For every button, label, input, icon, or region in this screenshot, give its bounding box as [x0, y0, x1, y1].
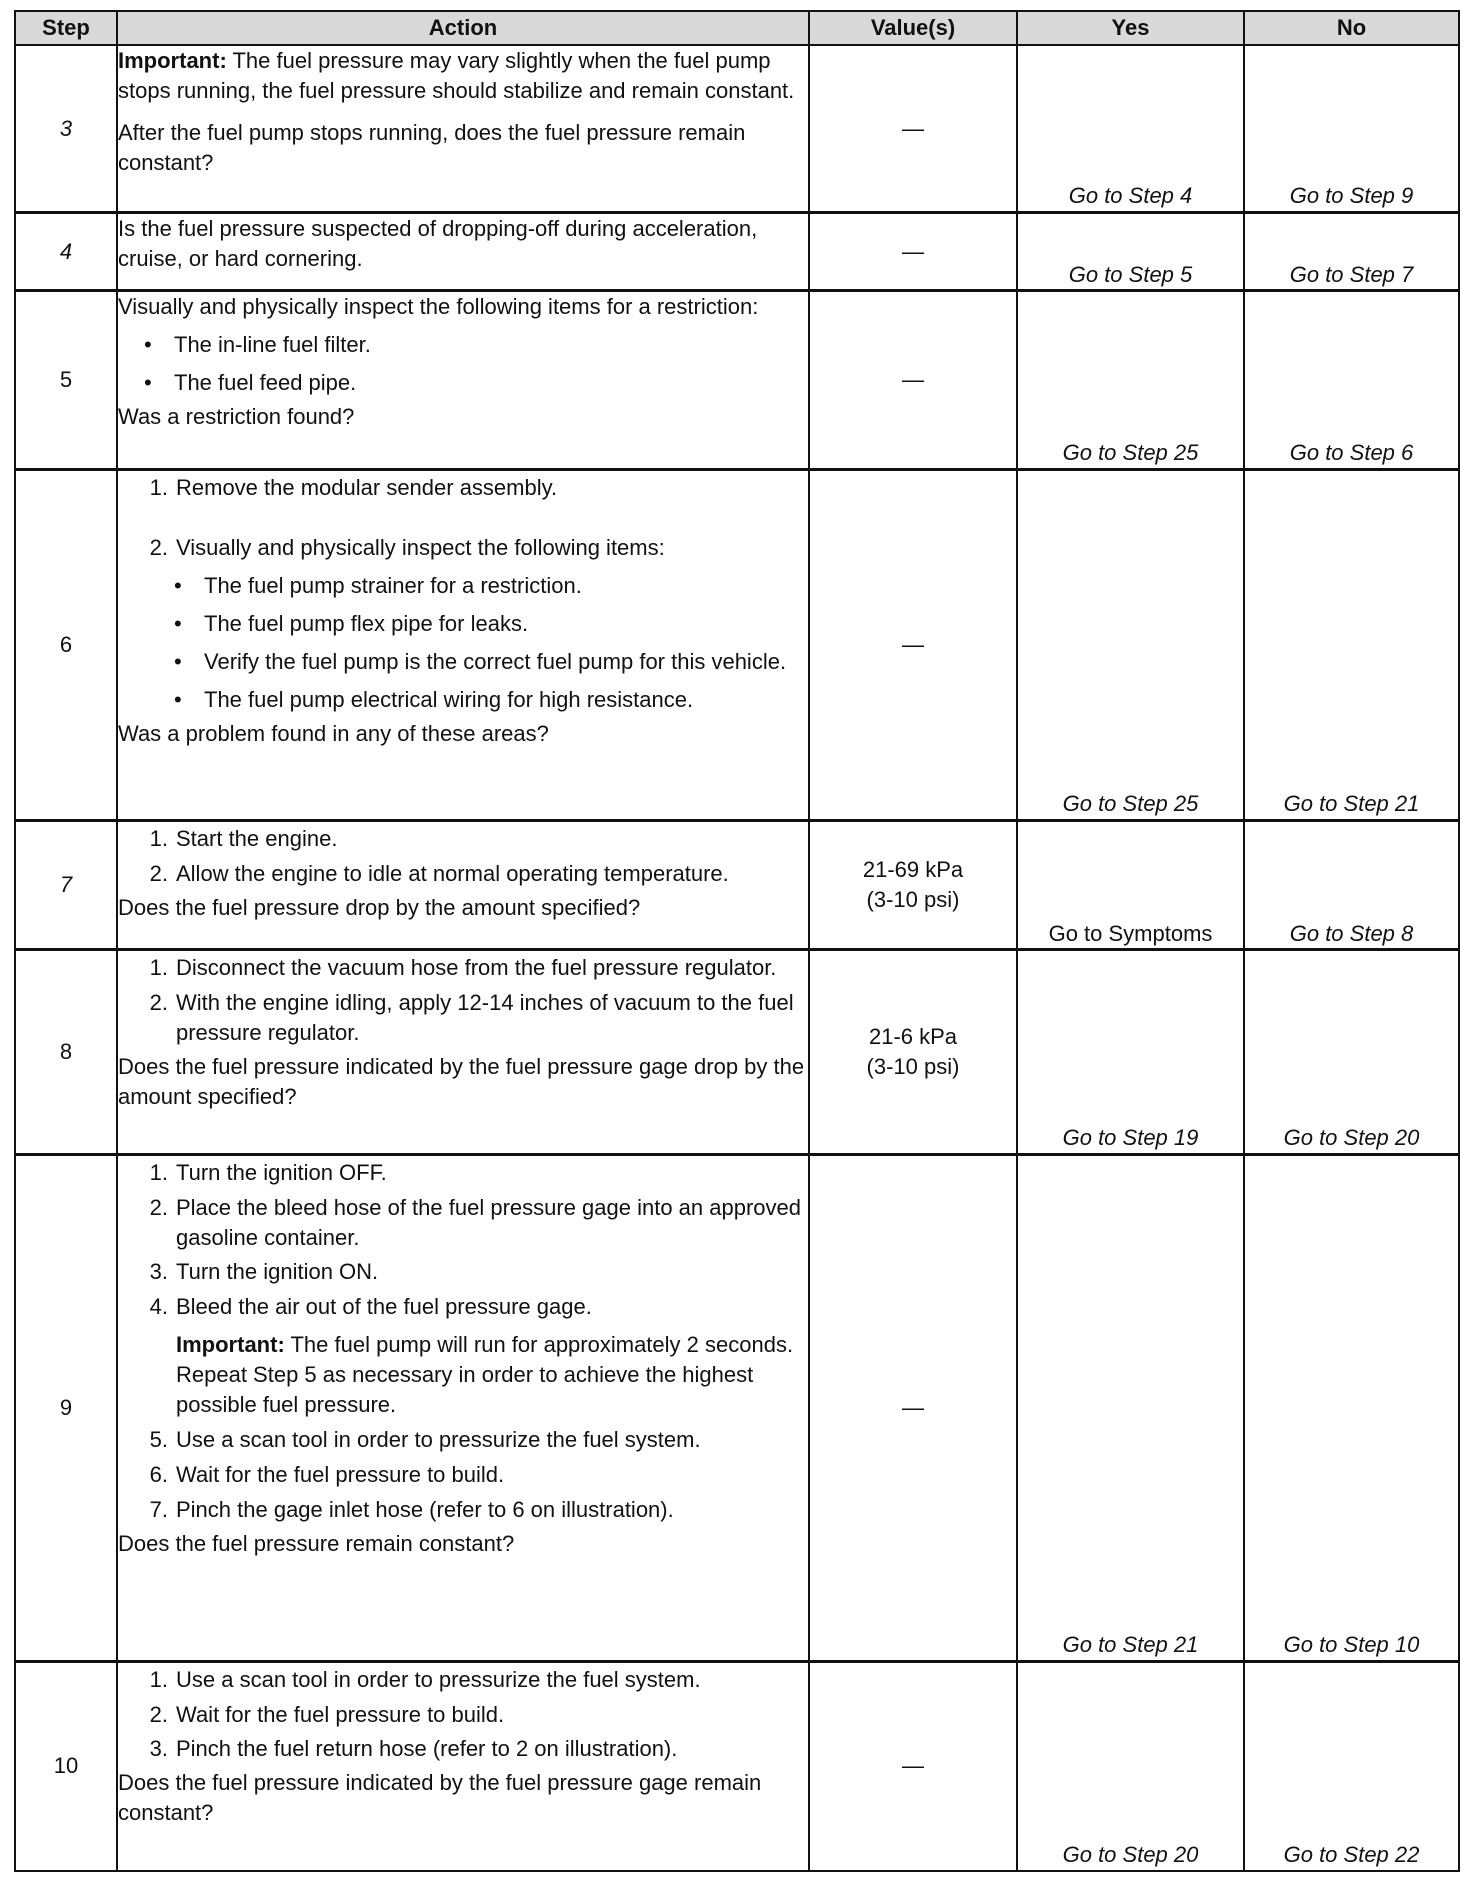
- value-cell: [809, 950, 1017, 1154]
- numbered-step-text: Pinch the gage inlet hose (refer to 6 on illustration).: [176, 1496, 674, 1522]
- value-cell: —: [809, 1154, 1017, 1661]
- numbered-step-text: Turn the ignition OFF.: [176, 1159, 387, 1185]
- action-cell: [117, 45, 809, 213]
- important-note: [118, 1330, 808, 1420]
- yes-cell: Go to Step 4: [1017, 45, 1244, 213]
- yes-cell: Go to Step 21: [1017, 1154, 1244, 1661]
- question-text: Does the fuel pressure indicated by the fuel pressure gage remain constant?: [118, 1770, 762, 1826]
- step-number: 9: [15, 1154, 117, 1661]
- yes-cell: Go to Step 25: [1017, 291, 1244, 469]
- question-text: Was a restriction found?: [118, 404, 355, 430]
- numbered-step-text: Pinch the fuel return hose (refer to 2 on illustration).: [176, 1736, 678, 1762]
- value-kpa: 21-69 kPa: [862, 857, 964, 883]
- no-cell: Go to Step 20: [1244, 950, 1459, 1154]
- numbered-step-text: Start the engine.: [176, 825, 338, 851]
- numbered-step-text: Wait for the fuel pressure to build.: [176, 1701, 505, 1727]
- yes-cell: Go to Step 25: [1017, 469, 1244, 820]
- value-kpa: 21-6 kPa: [868, 1024, 958, 1050]
- bullet-text: The in-line fuel filter.: [174, 332, 371, 358]
- numbered-step: 2. With the engine idling, apply 12-14 inches of vacuum to the fuel pressure regulator.: [118, 988, 808, 1048]
- numbered-step-text: With the engine idling, apply 12-14 inches of vacuum to the fuel pressure regulator.: [176, 990, 794, 1046]
- value-cell: [809, 820, 1017, 950]
- table-row-step-4: [15, 213, 1459, 291]
- action-cell: [117, 1661, 809, 1871]
- table-row-step-9: [15, 1154, 1459, 1661]
- numbered-step-text: Bleed the air out of the fuel pressure gage.: [176, 1294, 592, 1320]
- important-label: Important:: [176, 1332, 285, 1358]
- value-psi: (3-10 psi): [866, 1054, 960, 1080]
- numbered-step-text: Turn the ignition ON.: [176, 1259, 379, 1285]
- numbered-step-text: Place the bleed hose of the fuel pressure gage into an approved gasoline container.: [176, 1194, 802, 1250]
- step-number: 5: [15, 291, 117, 469]
- bullet-text: Verify the fuel pump is the correct fuel pump for this vehicle.: [204, 649, 787, 675]
- action-cell: [117, 1154, 809, 1661]
- numbered-step: 2. Wait for the fuel pressure to build.: [118, 1700, 808, 1730]
- header-row: [15, 11, 1459, 45]
- yes-cell: Go to Symptoms: [1017, 820, 1244, 950]
- action-cell: [117, 820, 809, 950]
- table-row-step-5: [15, 291, 1459, 469]
- step-number: 7: [15, 820, 117, 950]
- value-cell: —: [809, 469, 1017, 820]
- bullet-text: The fuel pump strainer for a restriction.: [204, 573, 582, 599]
- numbered-step: 2. Place the bleed hose of the fuel pressure gage into an approved gasoline container.: [118, 1193, 808, 1253]
- bullet-icon: •: [174, 611, 182, 637]
- table-row-step-6: [15, 469, 1459, 820]
- bullet-item: [118, 685, 808, 715]
- action-cell: [117, 950, 809, 1154]
- bullet-icon: •: [144, 332, 152, 358]
- value-psi: (3-10 psi): [866, 887, 960, 913]
- numbered-step-text: Remove the modular sender assembly.: [176, 474, 558, 500]
- table-row-step-7: [15, 820, 1459, 950]
- numbered-step: 2. Visually and physically inspect the following items:: [118, 533, 808, 563]
- bullet-item: [118, 368, 808, 398]
- step-number: 3: [15, 45, 117, 213]
- numbered-step: 4. Bleed the air out of the fuel pressure gage.: [118, 1292, 808, 1322]
- step-number: 4: [15, 213, 117, 291]
- header-values: Value(s): [809, 11, 1017, 45]
- important-text: The fuel pressure may vary slightly when the fuel pump stops running, the fuel pressure should stabilize and remain constant.: [118, 48, 795, 103]
- numbered-step-text: Use a scan tool in order to pressurize the fuel system.: [176, 1426, 701, 1452]
- numbered-step-text: Visually and physically inspect the following items:: [176, 535, 665, 561]
- value-cell: —: [809, 291, 1017, 469]
- bullet-icon: •: [174, 687, 182, 713]
- bullet-icon: •: [174, 573, 182, 599]
- numbered-step: 2. Allow the engine to idle at normal operating temperature.: [118, 859, 808, 889]
- step-number: 8: [15, 950, 117, 1154]
- no-cell: Go to Step 10: [1244, 1154, 1459, 1661]
- bullet-icon: •: [174, 649, 182, 675]
- bullet-item: [118, 330, 808, 360]
- table-row-step-10: [15, 1661, 1459, 1871]
- no-cell: Go to Step 22: [1244, 1661, 1459, 1871]
- bullet-item: [118, 571, 808, 601]
- bullet-icon: •: [144, 370, 152, 396]
- diagnostic-sheet: [14, 10, 1458, 1872]
- table-row-step-3: [15, 45, 1459, 213]
- diagnostic-table: [14, 10, 1460, 1872]
- numbered-step: 7. Pinch the gage inlet hose (refer to 6 on illustration).: [118, 1495, 808, 1525]
- intro-text: Visually and physically inspect the following items for a restriction:: [118, 294, 759, 320]
- step-number: 10: [15, 1661, 117, 1871]
- header-step: Step: [15, 11, 117, 45]
- header-no: No: [1244, 11, 1459, 45]
- numbered-step-text: Wait for the fuel pressure to build.: [176, 1461, 505, 1487]
- action-cell: [117, 213, 809, 291]
- action-cell: [117, 291, 809, 469]
- value-cell: —: [809, 1661, 1017, 1871]
- numbered-step: 5. Use a scan tool in order to pressurize the fuel system.: [118, 1425, 808, 1455]
- bullet-text: The fuel pump electrical wiring for high resistance.: [204, 687, 694, 713]
- important-text: The fuel pump will run for approximately 2 seconds. Repeat Step 5 as necessary in order to achieve the highest possible fuel pressure.: [176, 1332, 794, 1418]
- numbered-step: 1. Turn the ignition OFF.: [118, 1158, 808, 1188]
- yes-cell: Go to Step 19: [1017, 950, 1244, 1154]
- header-yes: Yes: [1017, 11, 1244, 45]
- numbered-step-text: Disconnect the vacuum hose from the fuel pressure regulator.: [176, 955, 777, 981]
- bullet-text: The fuel pump flex pipe for leaks.: [204, 611, 529, 637]
- question-text: Does the fuel pressure indicated by the fuel pressure gage drop by the amount specified?: [118, 1054, 805, 1110]
- numbered-step: 6. Wait for the fuel pressure to build.: [118, 1460, 808, 1490]
- no-cell: Go to Step 8: [1244, 820, 1459, 950]
- value-cell: —: [809, 45, 1017, 213]
- action-cell: [117, 469, 809, 820]
- important-label: Important:: [118, 48, 227, 73]
- yes-cell: Go to Step 20: [1017, 1661, 1244, 1871]
- numbered-step: 1. Use a scan tool in order to pressurize the fuel system.: [118, 1665, 808, 1695]
- bullet-item: [118, 609, 808, 639]
- numbered-step: 1. Remove the modular sender assembly.: [118, 473, 808, 503]
- numbered-step: 3. Turn the ignition ON.: [118, 1257, 808, 1287]
- step-number: 6: [15, 469, 117, 820]
- numbered-step: 3. Pinch the fuel return hose (refer to 2 on illustration).: [118, 1734, 808, 1764]
- question-text: After the fuel pump stops running, does the fuel pressure remain constant?: [118, 119, 746, 175]
- numbered-step-text: Allow the engine to idle at normal operating temperature.: [176, 860, 729, 886]
- question-text: Does the fuel pressure remain constant?: [118, 1530, 515, 1556]
- bullet-item: [118, 647, 808, 677]
- numbered-step: 1. Start the engine.: [118, 824, 808, 854]
- bullet-text: The fuel feed pipe.: [174, 370, 357, 396]
- question-text: Does the fuel pressure drop by the amount specified?: [118, 894, 641, 920]
- table-row-step-8: [15, 950, 1459, 1154]
- question-text: Is the fuel pressure suspected of dropping-off during acceleration, cruise, or hard cornering.: [118, 216, 758, 271]
- value-cell: —: [809, 213, 1017, 291]
- no-cell: Go to Step 9: [1244, 45, 1459, 213]
- question-text: Was a problem found in any of these areas?: [118, 721, 549, 746]
- header-action: Action: [117, 11, 809, 45]
- no-cell: Go to Step 6: [1244, 291, 1459, 469]
- numbered-step-text: Use a scan tool in order to pressurize the fuel system.: [176, 1666, 701, 1692]
- numbered-step: 1. Disconnect the vacuum hose from the fuel pressure regulator.: [118, 953, 808, 983]
- no-cell: Go to Step 21: [1244, 469, 1459, 820]
- no-cell: Go to Step 7: [1244, 213, 1459, 291]
- yes-cell: Go to Step 5: [1017, 213, 1244, 291]
